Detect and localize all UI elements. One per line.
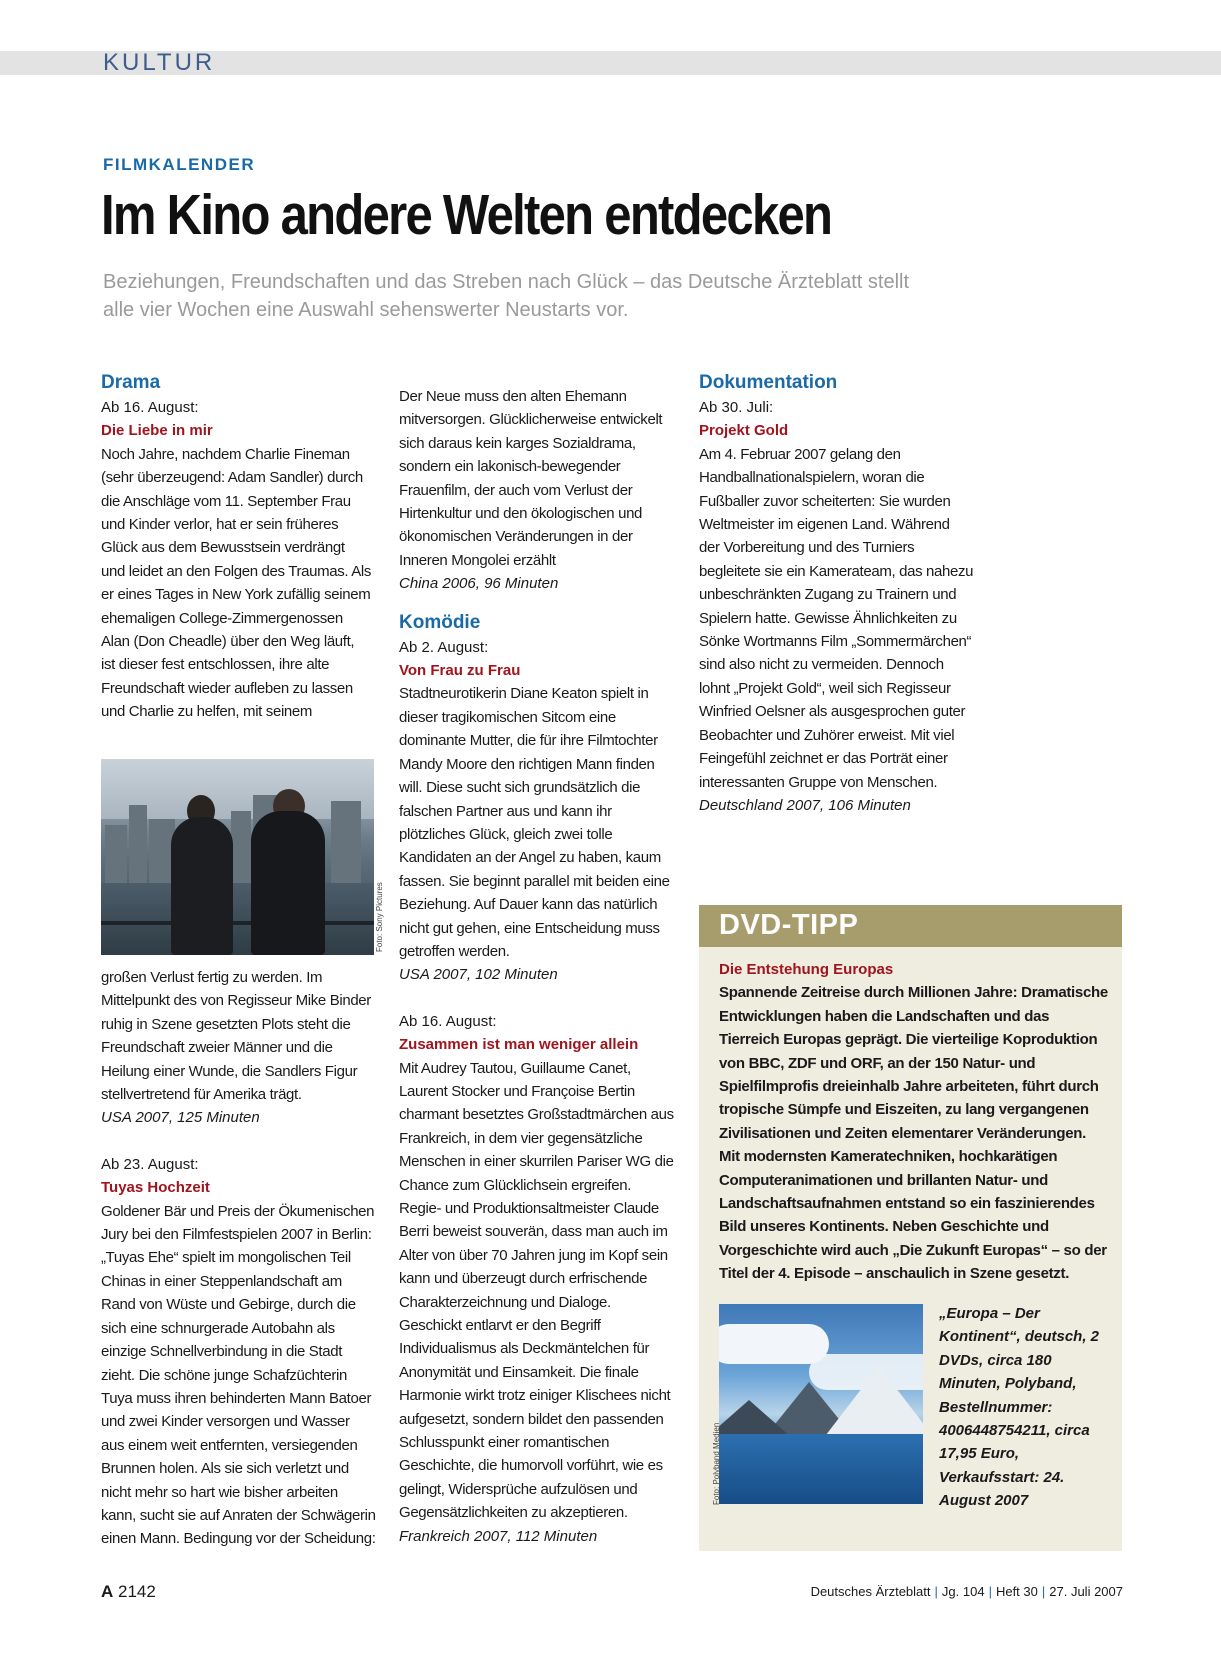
dvd-title: Die Entstehung Europas	[719, 961, 894, 978]
film-title: Die Liebe in mir	[101, 422, 213, 440]
film-text: Der Neue muss den alten Ehemann mitversorgen. Glücklicherweise entwickelt sich daraus kein karges Sozialdrama, sondern ein lakonisch-bewegender Frauenfilm, der auch vom Verlust der Hirtenkultur und den ökologischen und ökonomischen Veränderungen in der Inneren Mongolei erzählt	[399, 388, 663, 569]
photo-credit: Foto: Polyband Medien	[712, 1422, 721, 1505]
journal-reference: Deutsches Ärzteblatt | Jg. 104 | Heft 30 | 27. Juli 2007	[810, 1584, 1123, 1599]
dvd-tip-header	[699, 905, 1122, 947]
photo-credit: Foto: Sony Pictures	[375, 882, 384, 952]
film-meta: Frankreich 2007, 112 Minuten	[399, 1527, 598, 1545]
film-date: Ab 16. August:	[101, 399, 199, 416]
dvd-text: Spannende Zeitreise durch Millionen Jahre: Dramatische Entwicklungen haben die Landschaften und das Tierreich Europas geprägt. Die vierteilige Koproduktion von BBC, ZDF und ORF, an der 150 Natur- und Spielfilmprofis dreieinhalb Jahre arbeiteten, führt durch tropische Sümpfe und Eiszeiten, zu lang vergangenen Zivilisationen und Zeiten elementarer Veränderungen. Mit modernsten Kameratechniken, hochkarätigen Computeranimationen und brillanten Natur- und Landschaftsaufnahmen entstand so ein faszinierendes Bild unseres Kontinents. Neben Geschichte und Vorgeschichte wird auch „Die Zukunft Europas“ – so der Titel der 4. Episode – anschaulich in Szene gesetzt.	[719, 984, 1108, 1283]
headline: Im Kino andere Welten entdecken	[101, 183, 832, 247]
genre-komoedie: Komödie	[399, 611, 481, 633]
film-date: Ab 2. August:	[399, 638, 489, 656]
film-meta: China 2006, 96 Minuten	[399, 575, 559, 593]
lead-paragraph: Beziehungen, Freundschaften und das Streben nach Glück – das Deutsche Ärzteblatt stellt alle vier Wochen eine Auswahl sehenswerter Neustarts vor.	[103, 271, 910, 321]
genre-drama: Drama	[101, 372, 161, 393]
column-3	[699, 370, 974, 817]
film-text: Am 4. Februar 2007 gelang den Handballnationalspielern, woran die Fußballer zuvor scheiterten: Sie wurden Weltmeister im eigenen Land. Während der Vorbereitung und des Turniers begleitete sie ein Kamerateam, das nahezu unbeschränkten Zugang zu Trainern und Spielern hatte. Gewisse Ähnlichkeiten zu Sönke Wortmanns Film „Sommermärchen“ sind also nicht zu vermeiden. Dennoch lohnt „Projekt Gold“, weil sich Regisseur Winfried Oelsner als ausgesprochen guter Beobachter und Zuhörer erweist. Mit viel Feingefühl zeichnet er das Porträt einer interessanten Gruppe von Menschen.	[699, 445, 974, 791]
journal-date: 27. Juli 2007	[1049, 1584, 1123, 1599]
film-meta: USA 2007, 102 Minuten	[399, 966, 558, 984]
genre-dokumentation: Dokumentation	[699, 372, 838, 393]
film-title: Tuyas Hochzeit	[101, 1179, 210, 1197]
film-text: Noch Jahre, nachdem Charlie Fineman (sehr überzeugend: Adam Sandler) durch die Anschläge vom 11. September Frau und Kinder verlor, hat er sein früheres Glück aus dem Bewusstsein verdrängt und leidet an den Folgen des Traumas. Als er eines Tages in New York zufällig seinem ehemaligen College-Zimmergenossen Alan (Don Cheadle) über den Weg läuft, ist dieser fest entschlossen, ihre alte Freundschaft wieder aufleben zu lassen und Charlie zu helfen, mit seinem	[101, 445, 371, 721]
journal-name: Deutsches Ärzteblatt	[810, 1584, 931, 1599]
column-1-top	[101, 370, 371, 724]
film-date: Ab 16. August:	[399, 1012, 497, 1030]
section-label: KULTUR	[103, 49, 216, 76]
landscape-photo	[719, 1304, 923, 1504]
film-still-photo	[101, 759, 374, 955]
film-title: Zusammen ist man weniger allein	[399, 1036, 639, 1054]
kicker: FILMKALENDER	[103, 155, 256, 174]
dvd-tip-body	[719, 958, 1109, 1286]
page-number-value: 2142	[118, 1582, 156, 1601]
column-1-bottom	[101, 966, 376, 1551]
film-title: Von Frau zu Frau	[399, 662, 521, 680]
film-date: Ab 30. Juli:	[699, 399, 774, 416]
dvd-tip-heading: DVD-TIPP	[719, 909, 859, 941]
film-text: Goldener Bär und Preis der Ökumenischen Jury bei den Filmfestspielen 2007 in Berlin: „Tuyas Ehe“ spielt im mongolischen Teil Chinas in einer Steppenlandschaft am Rand von Wüste und Gebirge, durch die sich eine schnurgerade Autobahn als einzige Schnellverbindung in die Stadt zieht. Die schöne junge Schafzüchterin Tuya muss ihren behinderten Mann Batoer und zwei Kinder versorgen und Wasser aus einem weit entfernten, versiegenden Brunnen holen. Als sie sich verletzt und nicht mehr so hart wie bisher arbeiten kann, sucht sie auf Anraten der Schwägerin einen Mann. Bedingung vor der Scheidung:	[101, 1202, 376, 1548]
film-text: Mit Audrey Tautou, Guillaume Canet, Laurent Stocker und Françoise Bertin charmant besetztes Großstadtmärchen aus Frankreich, in dem vier gegensätzliche Menschen in einer skurrilen Pariser WG die Chance zum Glücklichsein ergreifen. Regie- und Produktionsaltmeister Claude Berri beweist souverän, dass man auch im Alter von über 70 Jahren jung im Kopf sein kann und überzeugt durch erfrischende Charakterzeichnung und Dialoge. Geschickt entlarvt er den Begriff Individualismus als Deckmäntelchen für Anonymität und Einsamkeit. Die finale Harmonie wirkt trotz einiger Klischees nicht aufgesetzt, sondern bildet den passenden Schlusspunkt einer romantischen Geschichte, die humorvoll vorführt, wie es gelingt, Widersprüche aufzulösen und Gegensätzlichkeiten zu akzeptieren.	[399, 1059, 674, 1522]
film-title: Projekt Gold	[699, 422, 789, 440]
page-prefix: A	[101, 1582, 114, 1601]
film-text: Stadtneurotikerin Diane Keaton spielt in dieser tragikomischen Sitcom eine dominante Mutter, die für ihre Filmtochter Mandy Moore den richtigen Mann finden will. Diese sucht sich grundsätzlich die falschen Partner aus und kann ihr plötzliches Glück, gleich zwei tolle Kandidaten an der Angel zu haben, kaum fassen. Sie beginnt parallel mit beiden eine Beziehung. Auf Dauer kann das natürlich nicht gut gehen, eine Entscheidung muss getroffen werden.	[399, 685, 670, 960]
journal-issue: Heft 30	[995, 1584, 1038, 1599]
film-meta: USA 2007, 125 Minuten	[101, 1109, 260, 1127]
film-text: großen Verlust fertig zu werden. Im Mittelpunkt des von Regisseur Mike Binder ruhig in Szene gesetzten Plots steht die Freundschaft zweier Männer und die Heilung einer Wunde, die Sandlers Figur stellvertretend für Amerika trägt.	[101, 969, 371, 1104]
column-2	[399, 385, 674, 1548]
film-meta: Deutschland 2007, 106 Minuten	[699, 796, 911, 814]
dvd-product-info: „Europa – Der Kontinent“, deutsch, 2 DVDs, circa 180 Minuten, Polyband, Bestellnummer: 4006448754211, circa 17,95 Euro, Verkaufsstart: 24. August 2007	[939, 1305, 1100, 1510]
journal-volume: Jg. 104	[941, 1584, 985, 1599]
page-number	[101, 1582, 156, 1602]
film-date: Ab 23. August:	[101, 1155, 199, 1173]
